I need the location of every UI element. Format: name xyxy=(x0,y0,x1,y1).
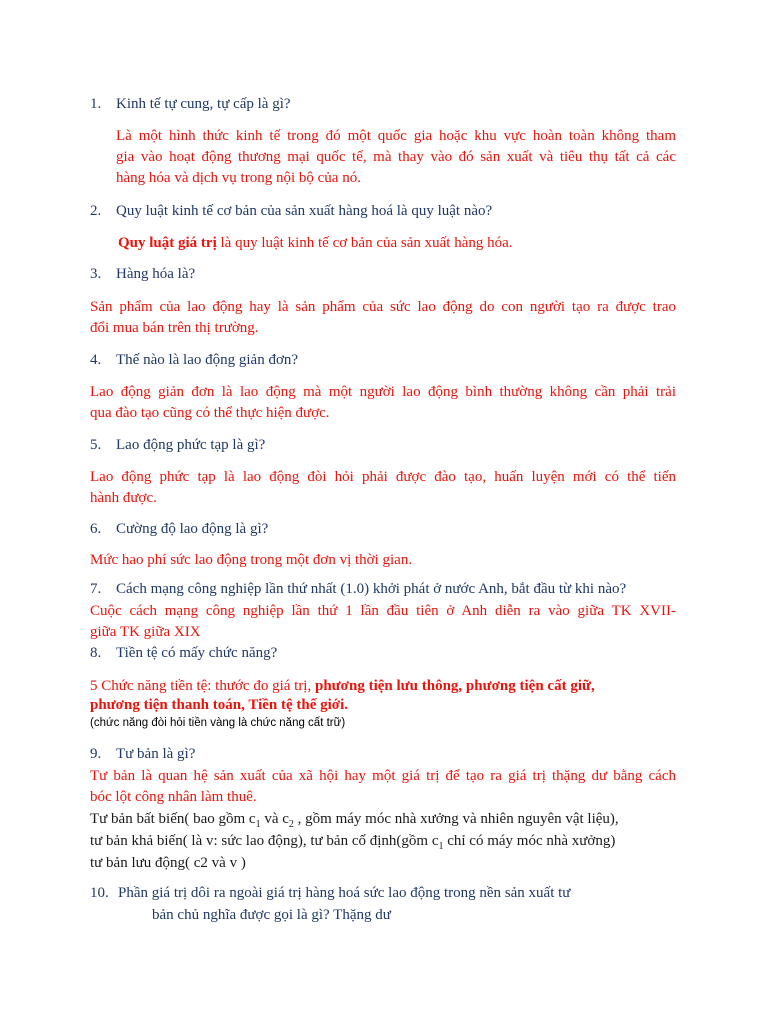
answer-2 xyxy=(118,234,513,252)
answer-9-line-2: bóc lột công nhân làm thuê. xyxy=(90,789,257,805)
question-number: 1. xyxy=(90,96,102,112)
question-text: Phần giá trị dôi ra ngoài giá trị hàng hoá sức lao động trong nền sản xuất tư xyxy=(118,885,571,901)
question-1 xyxy=(90,95,291,113)
answer-9-line-3 xyxy=(90,810,619,834)
answer-bold: Quy luật giá trị xyxy=(118,235,217,251)
subscript: 2 xyxy=(288,819,294,830)
question-7 xyxy=(90,580,626,598)
question-number: 2. xyxy=(90,203,102,219)
answer-1-line-3: hàng hóa và dịch vụ trong nội bộ của nó. xyxy=(116,170,361,186)
question-2 xyxy=(90,202,492,220)
question-8 xyxy=(90,644,277,662)
question-10 xyxy=(90,884,570,902)
question-number: 9. xyxy=(90,746,102,762)
answer-6: Mức hao phí sức lao động trong một đơn vị thời gian. xyxy=(90,552,413,568)
answer-3-line-1: Sản phẩm của lao động hay là sản phẩm của sức lao động do con người tạo ra được trao xyxy=(90,299,676,315)
question-number: 8. xyxy=(90,645,102,661)
question-text: Cách mạng công nghiệp lần thứ nhất (1.0) khởi phát ở nước Anh, bắt đầu từ khi nào? xyxy=(116,581,627,597)
answer-9-line-5: tư bản lưu động( c2 và v ) xyxy=(90,855,246,871)
answer-3-line-2: đổi mua bán trên thị trường. xyxy=(90,320,259,336)
answer-8-note: (chức năng đòi hỏi tiền vàng là chức năng cất trữ) xyxy=(90,717,346,729)
question-number: 10. xyxy=(90,885,109,901)
answer-9-line-1: Tư bản là quan hệ sản xuất của xã hội hay một giá trị để tạo ra giá trị thặng dư bằng cách xyxy=(90,768,676,784)
answer-7-line-2: giữa TK giữa XIX xyxy=(90,624,201,640)
question-number: 6. xyxy=(90,521,102,537)
question-text: Thế nào là lao động giản đơn? xyxy=(116,352,299,368)
question-number: 4. xyxy=(90,352,102,368)
answer-1-line-2: gia vào hoạt động thương mại quốc tế, mà thay vào đó sản xuất và tiêu thụ tất cả các xyxy=(116,149,676,165)
text: và c xyxy=(260,811,289,827)
question-number: 5. xyxy=(90,437,102,453)
answer-8-line-1 xyxy=(90,677,595,695)
question-4 xyxy=(90,351,298,369)
question-text: Hàng hóa là? xyxy=(116,266,196,282)
answer-plain: 5 Chức năng tiền tệ: thước đo giá trị, xyxy=(90,678,315,694)
text: , gồm máy móc nhà xưởng và nhiên nguyên vật liệu), xyxy=(293,811,619,827)
question-text: Cường độ lao động là gì? xyxy=(116,521,269,537)
answer-9-line-4 xyxy=(90,832,615,856)
question-text: Tư bản là gì? xyxy=(116,746,196,762)
question-10-line-2: bản chủ nghĩa được gọi là gì? Thặng dư xyxy=(152,907,391,923)
question-6 xyxy=(90,520,268,538)
answer-rest: là quy luật kinh tế cơ bản của sản xuất hàng hóa. xyxy=(216,235,513,251)
answer-4-line-2: qua đào tạo cũng có thể thực hiện được. xyxy=(90,405,330,421)
answer-7-line-1: Cuộc cách mạng công nghiệp lần thứ 1 lần đầu tiên ở Anh diễn ra vào giữa TK XVII- xyxy=(90,603,676,619)
subscript: 1 xyxy=(255,819,261,830)
question-text: Lao động phức tạp là gì? xyxy=(116,437,266,453)
answer-8-line-2: phương tiện thanh toán, Tiền tệ thế giới. xyxy=(90,697,349,713)
question-number: 3. xyxy=(90,266,102,282)
question-5 xyxy=(90,436,265,454)
answer-5-line-2: hành được. xyxy=(90,490,157,506)
answer-1-line-1: Là một hình thức kinh tế trong đó một quốc gia hoặc khu vực hoàn toàn không tham xyxy=(116,128,676,144)
subscript: 1 xyxy=(438,841,444,852)
text: Tư bản bất biến( bao gồm c xyxy=(90,811,256,827)
question-3 xyxy=(90,265,195,283)
answer-5-line-1: Lao động phức tạp là lao động đòi hỏi phải được đào tạo, huấn luyện mới có thể tiến xyxy=(90,469,676,485)
question-text: Tiền tệ có mấy chức năng? xyxy=(116,645,278,661)
question-text: Quy luật kinh tế cơ bản của sản xuất hàng hoá là quy luật nào? xyxy=(116,203,493,219)
question-text: Kinh tế tự cung, tự cấp là gì? xyxy=(116,96,291,112)
answer-bold: phương tiện lưu thông, phương tiện cất giữ, xyxy=(314,678,595,694)
question-9 xyxy=(90,745,195,763)
answer-4-line-1: Lao động giản đơn là lao động mà một người lao động bình thường không cần phải trải xyxy=(90,384,676,400)
text: tư bản khả biến( là v: sức lao động), tư bản cố định(gồm c xyxy=(90,833,439,849)
question-number: 7. xyxy=(90,581,102,597)
text: chỉ có máy móc nhà xưởng) xyxy=(443,833,616,849)
